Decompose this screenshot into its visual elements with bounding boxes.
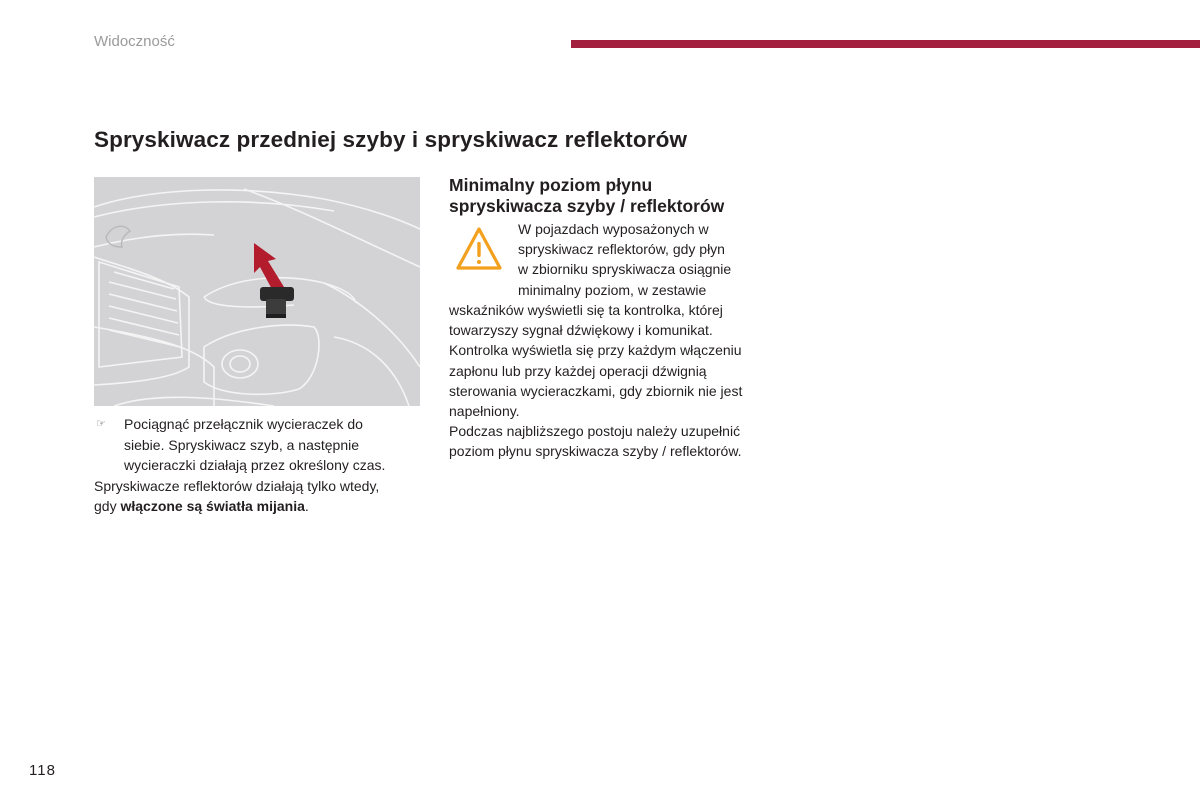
page-number: 118 (29, 762, 56, 779)
page-title: Spryskiwacz przedniej szyby i spryskiwacz reflektorów (94, 127, 688, 152)
headlamp-washer-note (94, 476, 424, 517)
warning-triangle-icon (455, 226, 503, 272)
minimum-level-title: Minimalny poziom płynu spryskiwacza szyby / reflektorów (449, 175, 725, 216)
note-text-line: Spryskiwacze reflektorów działają tylko wtedy, (94, 477, 380, 494)
car-front-icon (94, 177, 420, 406)
pointing-hand-icon: ☞ (96, 418, 106, 430)
warning-continued-text: wskaźników wyświetli się ta kontrolka, której towarzyszy sygnał dźwiękowy i komunikat. Kontrolka wyświetla się przy każdym włączeniu zapłonu lub przy każdej operacji dźwignią sterowania wycieraczkami, gdy zbiornik nie jest napełniony. (449, 302, 743, 420)
step-text-line: Pociągnąć przełącznik wycieraczek do (124, 416, 363, 432)
refill-instruction: Podczas najbliższego postoju należy uzupełnić poziom płynu spryskiwacza szyby / reflektorów. (449, 423, 742, 460)
section-label: Widoczność (94, 33, 175, 50)
step-text-line: siebie. Spryskiwacz szyb, a następnie (124, 436, 359, 453)
note-text-line: gdy włączone są światła mijania. (94, 498, 309, 514)
instruction-step (94, 414, 424, 476)
header-accent-bar (571, 40, 1200, 48)
step-text-line: wycieraczki działają przez określony czas. (124, 457, 386, 473)
car-illustration (94, 177, 420, 406)
dipped-beam-emphasis: włączone są światła mijania (120, 498, 305, 514)
warning-lead-text: W pojazdach wyposażonych w spryskiwacz reflektorów, gdy płyn w zbiorniku spryskiwacza osiągnie minimalny poziom, w zestawie (518, 221, 732, 298)
instruction-block (94, 414, 424, 517)
